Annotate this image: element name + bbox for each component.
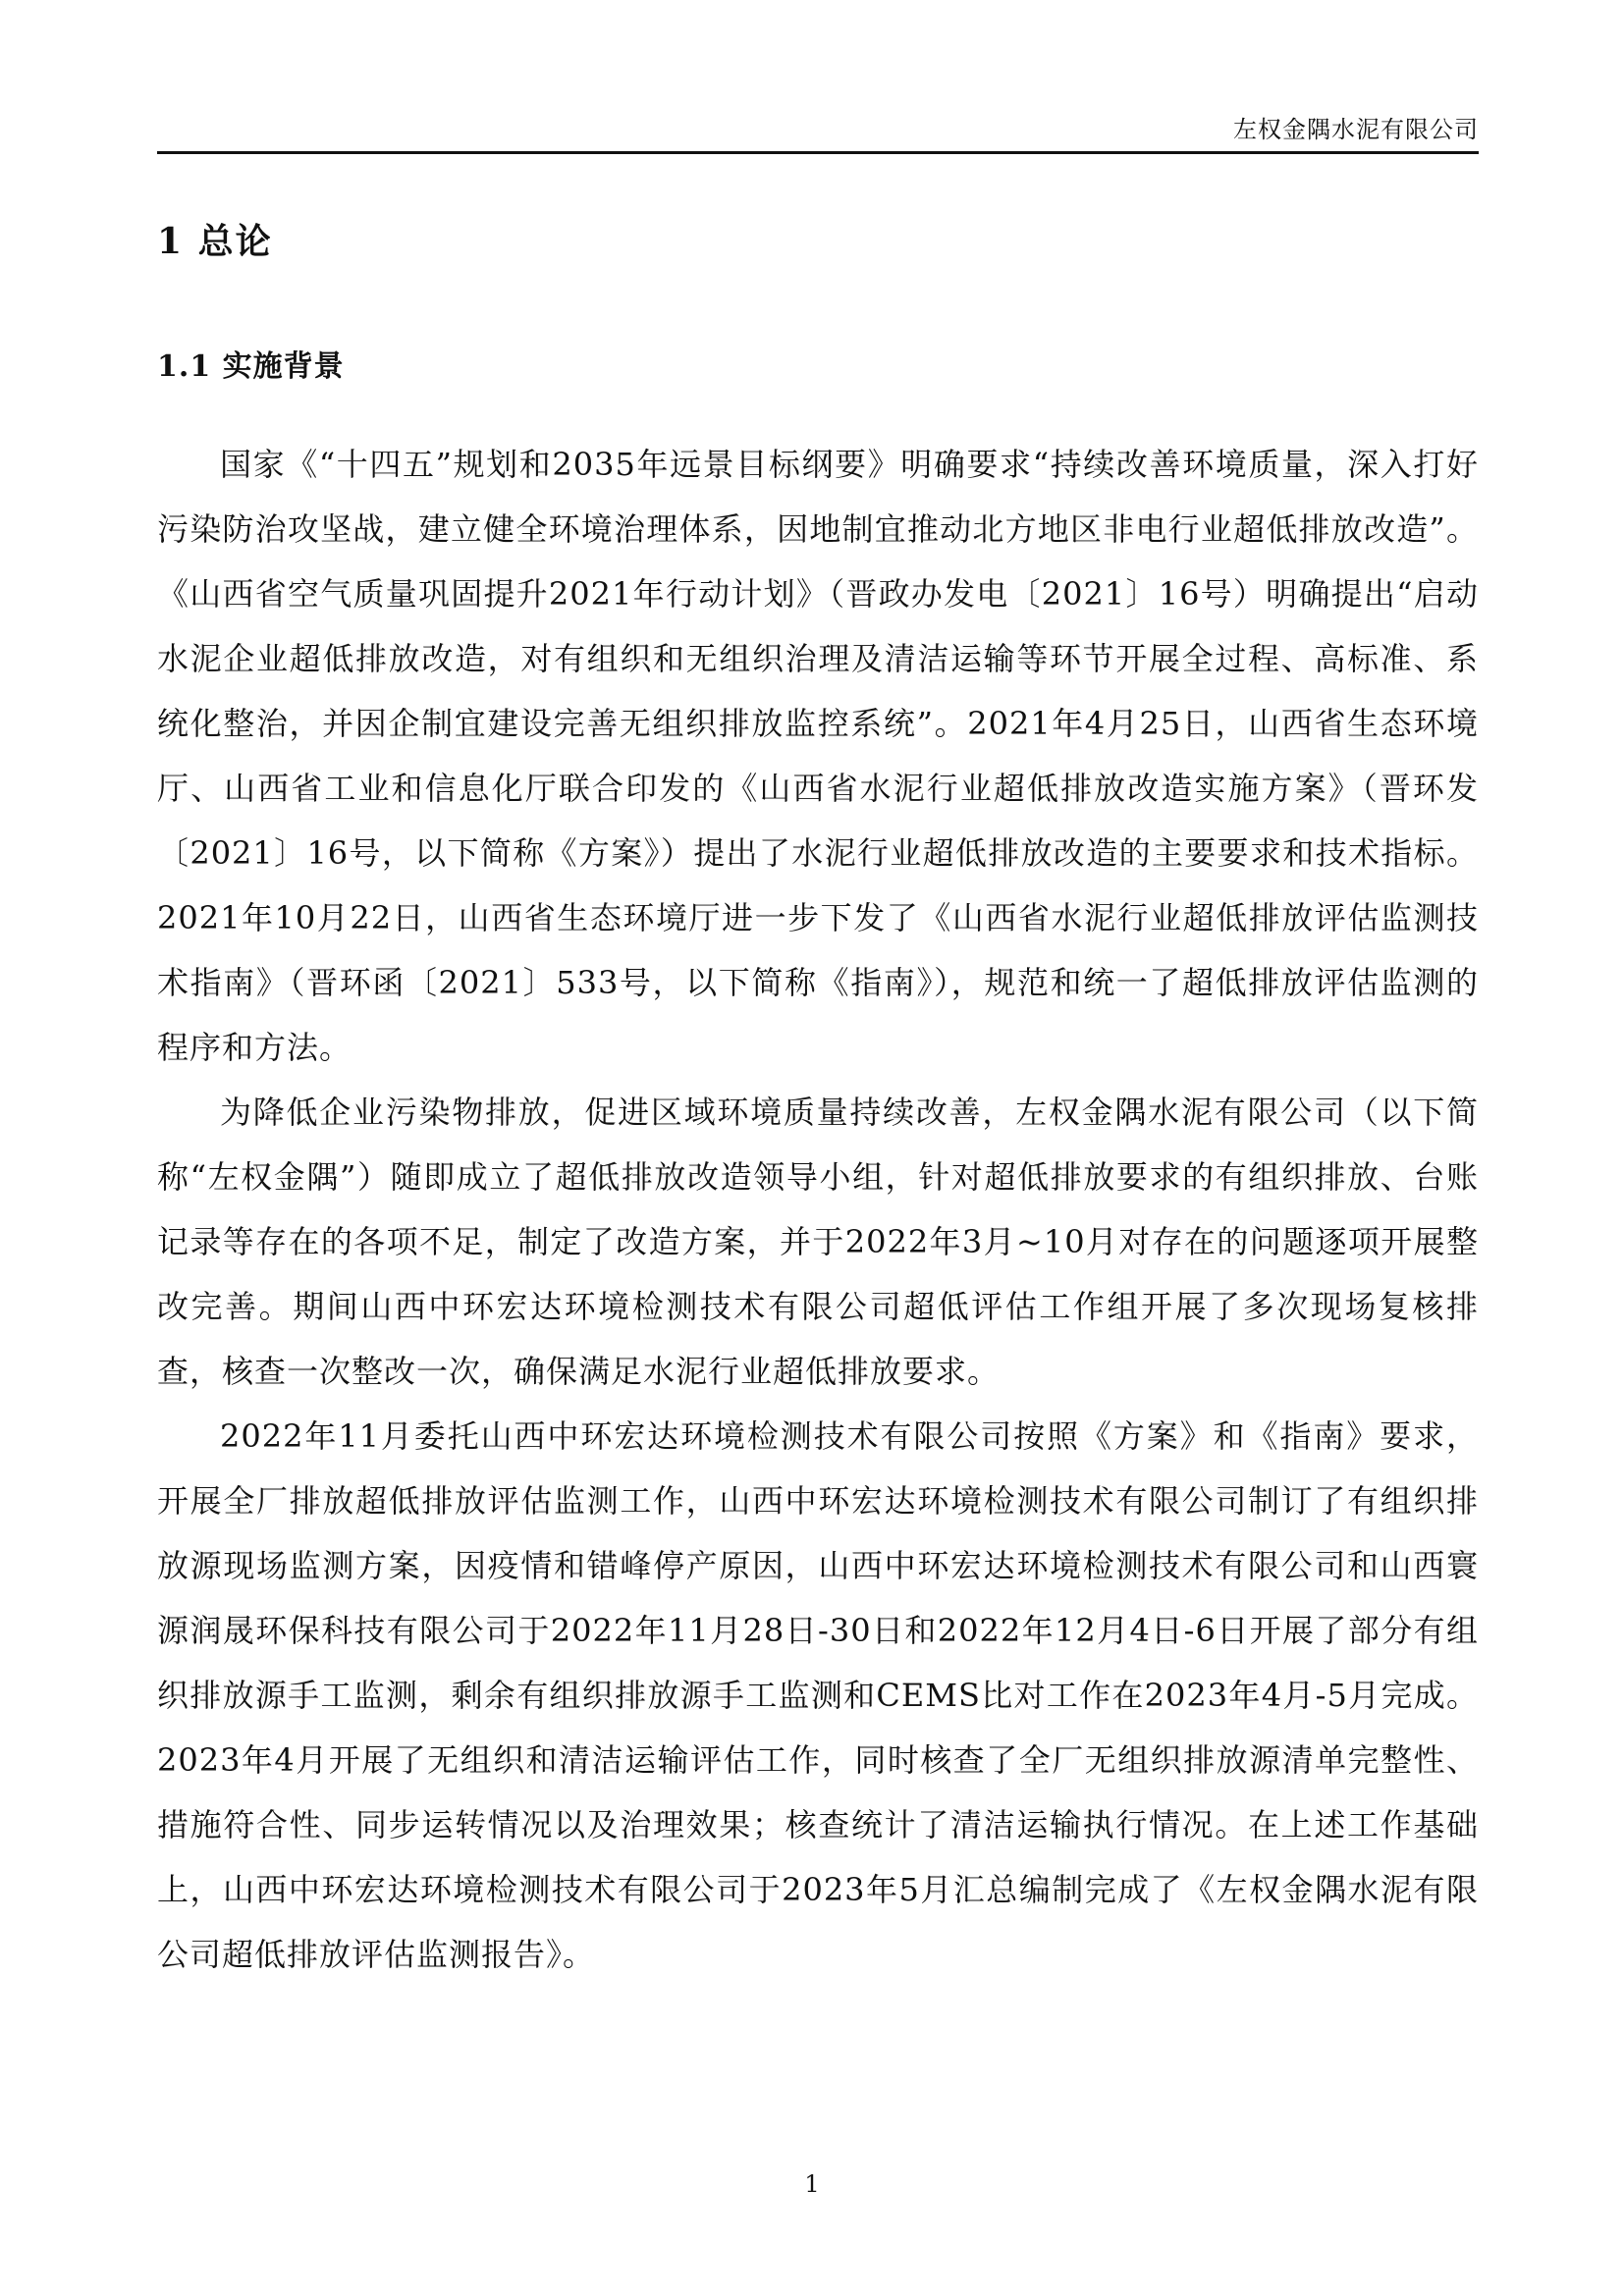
header-rule bbox=[157, 151, 1479, 154]
body-text bbox=[157, 432, 1479, 1987]
paragraph-background-policy: 国家《“十四五”规划和2035年远景目标纲要》明确要求“持续改善环境质量，深入打好污染防治攻坚战，建立健全环境治理体系，因地制宜推动北方地区非电行业超低排放改造”。《山西省空气质量巩固提升2021年行动计划》（晋政办发电〔2021〕16号）明确提出“启动水泥企业超低排放改造，对有组织和无组织治理及清洁运输等环节开展全过程、高标准、系统化整治，并因企制宜建设完善无组织排放监控系统”。2021年4月25日，山西省生态环境厅、山西省工业和信息化厅联合印发的《山西省水泥行业超低排放改造实施方案》（晋环发〔2021〕16号，以下简称《方案》）提出了水泥行业超低排放改造的主要要求和技术指标。2021年10月22日，山西省生态环境厅进一步下发了《山西省水泥行业超低排放评估监测技术指南》（晋环函〔2021〕533号，以下简称《指南》），规范和统一了超低排放评估监测的程序和方法。 bbox=[157, 446, 1479, 1066]
paragraph-rectification: 为降低企业污染物排放，促进区域环境质量持续改善，左权金隅水泥有限公司（以下简称“左权金隅”）随即成立了超低排放改造领导小组，针对超低排放要求的有组织排放、台账记录等存在的各项不足，制定了改造方案，并于2022年3月~10月对存在的问题逐项开展整改完善。期间山西中环宏达环境检测技术有限公司超低评估工作组开展了多次现场复核排查，核查一次整改一次，确保满足水泥行业超低排放要求。 bbox=[157, 1094, 1479, 1390]
page-number: 1 bbox=[804, 2170, 820, 2198]
running-header-company: 左权金隅水泥有限公司 bbox=[1233, 116, 1479, 143]
paragraph-monitoring-work: 2022年11月委托山西中环宏达环境检测技术有限公司按照《方案》和《指南》要求，开展全厂排放超低排放评估监测工作，山西中环宏达环境检测技术有限公司制订了有组织排放源现场监测方案，因疫情和错峰停产原因，山西中环宏达环境检测技术有限公司和山西寰源润晟环保科技有限公司于2022年11月28日-30日和2022年12月4日-6日开展了部分有组织排放源手工监测，剩余有组织排放源手工监测和CEMS比对工作在2023年4月-5月完成。2023年4月开展了无组织和清洁运输评估工作，同时核查了全厂无组织排放源清单完整性、措施符合性、同步运转情况以及治理效果；核查统计了清洁运输执行情况。在上述工作基础上，山西中环宏达环境检测技术有限公司于2023年5月汇总编制完成了《左权金隅水泥有限公司超低排放评估监测报告》。 bbox=[157, 1417, 1479, 1973]
chapter-title: 1 总论 bbox=[157, 221, 273, 262]
section-title: 1.1 实施背景 bbox=[157, 349, 345, 384]
